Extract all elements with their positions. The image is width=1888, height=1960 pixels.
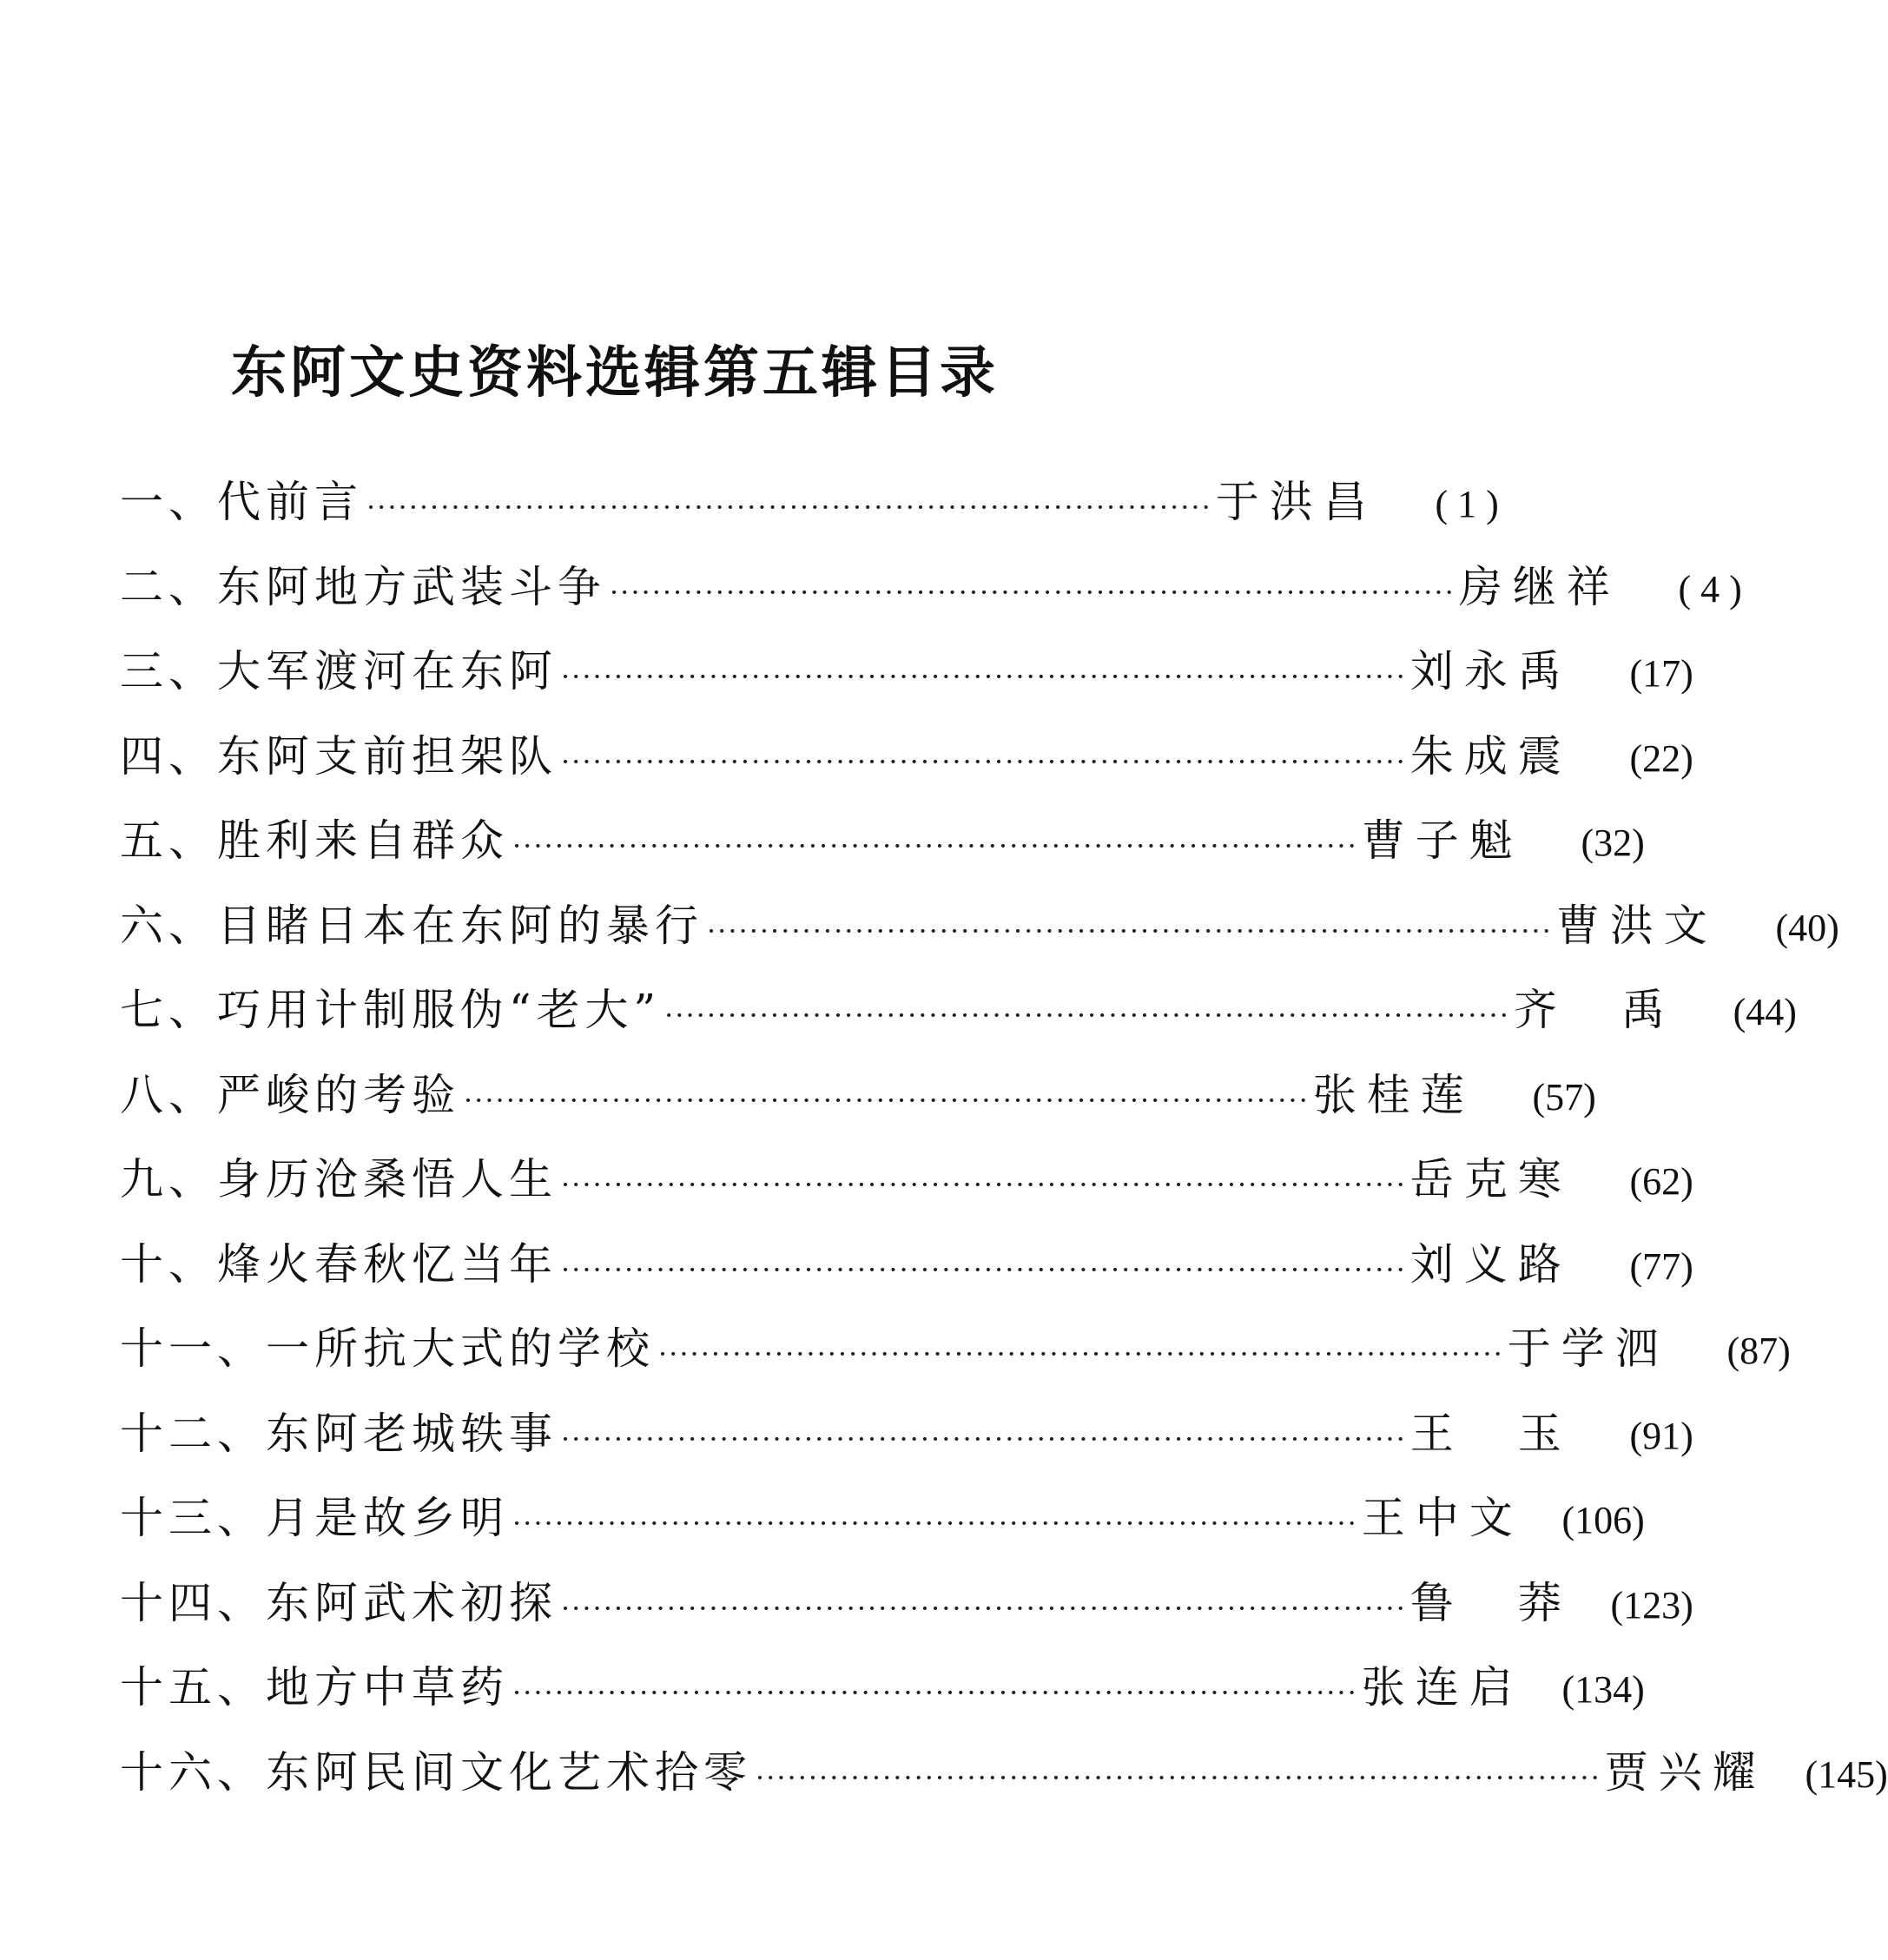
dot-leader: ················································································	[512, 829, 1358, 862]
entry-title: 东阿武术初探	[266, 1577, 558, 1628]
toc-entry	[120, 1646, 1645, 1731]
entry-number: 十一、	[120, 1323, 266, 1374]
entry-page: (91)	[1629, 1414, 1693, 1457]
entry-number: 十二、	[120, 1408, 266, 1459]
entry-page: (44)	[1733, 991, 1797, 1033]
entry-page: (62)	[1629, 1160, 1693, 1203]
entry-title: 东阿老城轶事	[266, 1408, 558, 1459]
table-of-contents	[120, 460, 1888, 1815]
dot-leader: ················································································	[464, 1083, 1310, 1117]
entry-page: (106)	[1561, 1499, 1645, 1541]
entry-page: (123)	[1610, 1583, 1693, 1627]
entry-page: (22)	[1629, 736, 1693, 780]
toc-entry	[120, 1053, 1596, 1138]
dot-leader: ················································································	[512, 1676, 1358, 1709]
entry-title: 巧用计制服伪“老大”	[217, 985, 662, 1035]
entry-title: 东阿地方武装斗争	[217, 561, 606, 612]
entry-author: 张桂莲	[1312, 1069, 1466, 1120]
entry-page: (17)	[1629, 652, 1693, 695]
dot-leader: ················································································	[610, 575, 1456, 609]
toc-entry	[120, 884, 1839, 969]
dot-leader: ················································································	[756, 1760, 1601, 1794]
dot-leader: ················································································	[561, 1591, 1407, 1625]
toc-entry	[120, 1476, 1645, 1561]
entry-page: (145)	[1805, 1752, 1888, 1796]
entry-number: 七、	[120, 985, 217, 1035]
entry-author: 于洪昌	[1215, 477, 1369, 527]
entry-number: 四、	[120, 730, 217, 782]
entry-page: (134)	[1561, 1668, 1645, 1711]
entry-author: 张连启	[1361, 1662, 1515, 1713]
dot-leader: ················································································	[664, 999, 1510, 1032]
entry-author: 王中文	[1361, 1493, 1515, 1543]
entry-number: 十、	[120, 1238, 217, 1290]
dot-leader: ················································································	[707, 914, 1553, 947]
entry-author: 刘义路	[1409, 1238, 1563, 1290]
entry-title: 大军渡河在东阿	[217, 646, 558, 696]
toc-entry	[120, 1223, 1693, 1308]
toc-entry	[120, 968, 1797, 1053]
entry-page: (77)	[1629, 1244, 1693, 1288]
entry-title: 月是故乡明	[266, 1493, 509, 1543]
entry-page: (57)	[1532, 1075, 1596, 1119]
entry-author: 鲁 莽	[1409, 1577, 1563, 1628]
entry-title: 地方中草药	[266, 1662, 509, 1713]
dot-leader: ················································································	[561, 1168, 1407, 1201]
entry-number: 八、	[120, 1069, 217, 1120]
toc-entry	[120, 1138, 1693, 1223]
entry-author: 曹洪文	[1555, 900, 1709, 951]
dot-leader: ················································································	[512, 1507, 1358, 1540]
page-title: 东阿文史资料选辑第五辑目录	[231, 340, 999, 406]
toc-entry	[120, 1392, 1693, 1477]
dot-leader: ················································································	[561, 660, 1407, 693]
entry-title: 一所抗大式的学校	[266, 1323, 655, 1374]
dot-leader: ················································································	[366, 491, 1212, 524]
entry-author: 刘永禹	[1409, 646, 1563, 696]
entry-number: 十六、	[120, 1746, 266, 1798]
entry-author: 房继祥	[1458, 561, 1612, 612]
toc-entry	[120, 799, 1645, 884]
entry-page: (87)	[1726, 1330, 1791, 1372]
entry-number: 六、	[120, 900, 217, 951]
entry-page: (40)	[1775, 906, 1839, 949]
entry-number: 三、	[120, 646, 217, 696]
entry-author: 贾兴耀	[1604, 1746, 1758, 1798]
entry-number: 十五、	[120, 1662, 266, 1713]
dot-leader: ················································································	[561, 744, 1407, 778]
entry-author: 于学泗	[1507, 1323, 1660, 1374]
dot-leader: ················································································	[658, 1337, 1504, 1370]
toc-entry	[120, 630, 1693, 715]
toc-entry	[120, 1561, 1693, 1647]
entry-title: 东阿支前担架队	[217, 730, 558, 782]
entry-number: 九、	[120, 1154, 217, 1204]
entry-page: ( 4 )	[1678, 567, 1742, 610]
entry-title: 胜利来自群众	[217, 815, 509, 866]
entry-title: 严峻的考验	[217, 1069, 460, 1120]
entry-author: 曹子魁	[1361, 815, 1515, 866]
entry-author: 齐 禹	[1513, 985, 1667, 1035]
entry-author: 朱成震	[1409, 730, 1563, 782]
entry-title: 东阿民间文化艺术拾零	[266, 1746, 752, 1798]
entry-title: 代前言	[217, 477, 363, 527]
dot-leader: ················································································	[561, 1252, 1407, 1286]
entry-page: (32)	[1581, 822, 1645, 864]
entry-number: 十四、	[120, 1577, 266, 1628]
dot-leader: ················································································	[561, 1422, 1407, 1455]
entry-number: 五、	[120, 815, 217, 866]
toc-entry	[120, 1731, 1888, 1816]
toc-entry	[120, 715, 1693, 800]
entry-title: 身历沧桑悟人生	[217, 1154, 558, 1204]
entry-author: 岳克寒	[1409, 1154, 1563, 1204]
toc-entry	[120, 545, 1742, 630]
entry-number: 二、	[120, 561, 217, 612]
toc-entry	[120, 1307, 1791, 1392]
entry-title: 目睹日本在东阿的暴行	[217, 900, 703, 951]
entry-page: ( 1 )	[1435, 483, 1499, 525]
toc-entry	[120, 460, 1499, 545]
entry-number: 一、	[120, 477, 217, 527]
entry-number: 十三、	[120, 1493, 266, 1543]
entry-author: 王 玉	[1409, 1408, 1563, 1459]
entry-title: 烽火春秋忆当年	[217, 1238, 558, 1290]
